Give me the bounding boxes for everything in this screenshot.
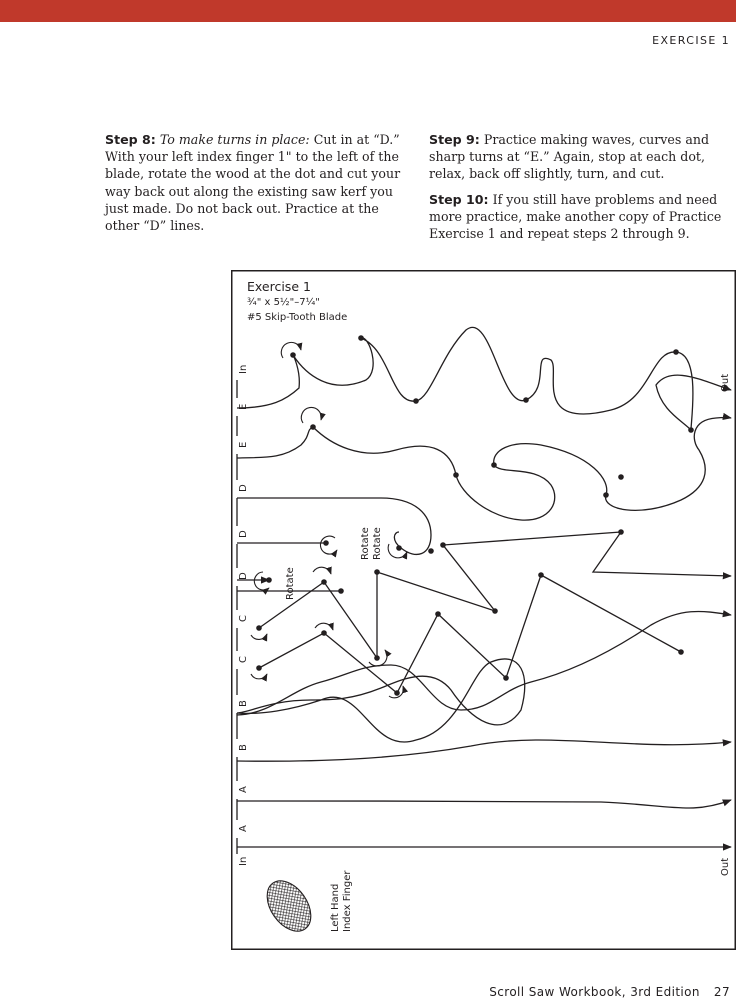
exercise-pattern <box>231 270 736 950</box>
step-9 <box>429 131 734 183</box>
top-accent-bar <box>0 0 736 22</box>
rotate-label-1: Rotate <box>360 527 371 560</box>
step-10-text: If you still have problems and need more practice, make another copy of Practice Exercise 1 and repeat steps 2 through 9. <box>429 191 722 242</box>
out-label-top: Out <box>720 373 731 392</box>
line-label: In <box>238 364 249 374</box>
left-column <box>105 131 415 242</box>
step-9-label: Step 9: <box>429 132 480 147</box>
step-10-label: Step 10: <box>429 191 489 207</box>
step-8-text: Cut in at “D.” With your left index finger 1" to the left of the blade, rotate the wood at the dot and cut your way back out along the existing saw kerf you just made. Do not back out. Practice at the other “D” lines. <box>105 132 401 234</box>
line-label: D <box>238 530 249 538</box>
finger-label-2: Index Finger <box>342 870 353 932</box>
cut-line-d-1 <box>237 498 431 554</box>
exercise-title: Exercise 1 <box>247 279 311 294</box>
cut-line-a-2 <box>237 800 731 808</box>
cut-line-e-2 <box>237 418 731 521</box>
cut-line-e-1 <box>237 327 731 430</box>
line-labels <box>237 365 249 866</box>
exercise-blade: #5 Skip-Tooth Blade <box>247 312 348 323</box>
cut-line-b-loop <box>237 659 525 742</box>
line-label: E <box>238 403 249 410</box>
line-label: In <box>238 856 249 866</box>
finger-position-oval <box>258 873 320 940</box>
section-label: EXERCISE 1 <box>652 34 730 47</box>
step-8-label: Step 8: <box>105 132 156 147</box>
line-label: C <box>238 615 249 622</box>
footer <box>489 985 730 999</box>
line-label: B <box>238 700 249 707</box>
rotation-arrows <box>251 342 407 697</box>
line-label: A <box>238 825 249 832</box>
pivot-dots <box>256 335 694 696</box>
book-title: Scroll Saw Workbook, 3rd Edition <box>489 985 700 999</box>
exercise-size: ¾" x 5½"–7¼" <box>247 297 320 308</box>
right-column <box>429 131 734 250</box>
line-label: D <box>238 484 249 492</box>
step-8 <box>105 131 415 234</box>
rotate-label-2: Rotate <box>372 527 383 560</box>
step-10 <box>429 191 734 243</box>
cut-line-c-1 <box>259 532 731 658</box>
line-label: A <box>238 786 249 793</box>
cut-line-a-1 <box>237 740 731 761</box>
step-8-italic: To make turns in place: <box>159 132 310 147</box>
line-label: D <box>238 572 249 580</box>
line-label: E <box>238 441 249 448</box>
rotate-label-3: Rotate <box>285 567 296 600</box>
out-label-bottom: Out <box>720 857 731 876</box>
page-number: 27 <box>713 985 730 999</box>
line-label: B <box>238 744 249 751</box>
line-label: C <box>238 656 249 663</box>
step-9-text: Practice making waves, curves and sharp turns at “E.” Again, stop at each dot, relax, back off slightly, turn, and cut. <box>429 132 710 182</box>
finger-label-1: Left Hand <box>330 883 341 932</box>
